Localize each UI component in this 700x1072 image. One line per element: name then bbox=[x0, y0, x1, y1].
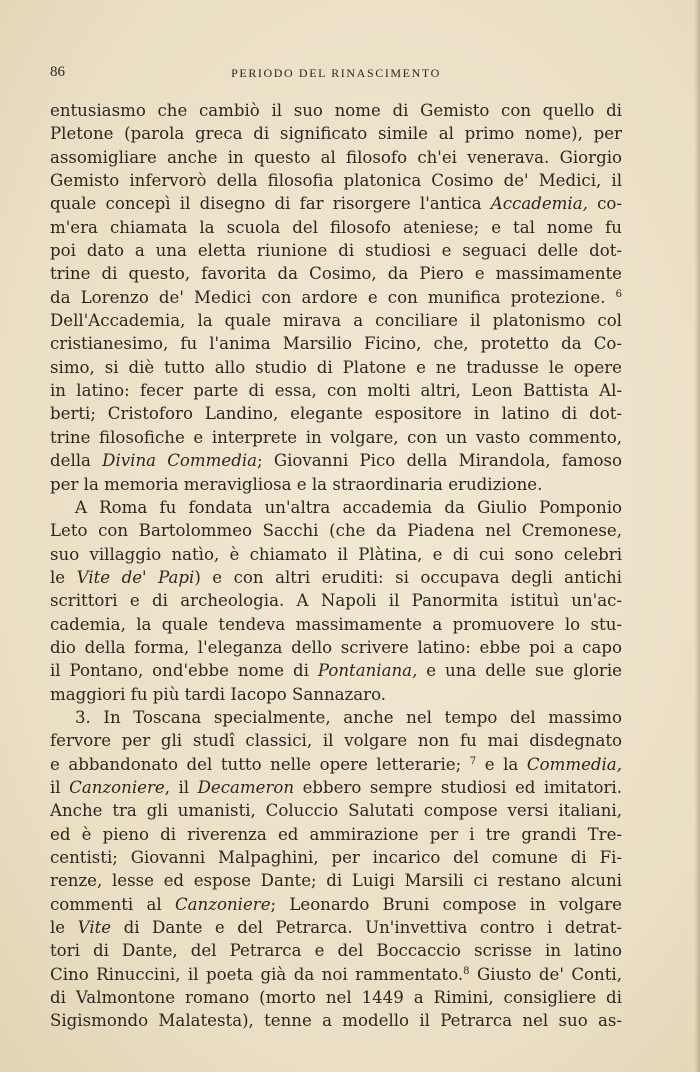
running-head: PERIODO DEL RINASCIMENTO bbox=[231, 66, 441, 80]
text-span: Cino Rinuccini, il poeta già da noi rammentato. bbox=[50, 964, 464, 984]
text-line bbox=[50, 309, 622, 332]
text-line bbox=[50, 613, 622, 636]
text-line bbox=[50, 379, 622, 402]
text-span: di Valmontone romano (morto nel 1449 a Rimini, consigliere di bbox=[50, 988, 622, 1008]
text-span: Anche tra gli umanisti, Coluccio Salutati compose versi italiani, bbox=[50, 801, 622, 821]
text-span: berti; Cristoforo Landino, elegante espositore in latino di dot- bbox=[50, 404, 622, 424]
text-line bbox=[50, 636, 622, 659]
italic-text: Decameron bbox=[197, 777, 295, 797]
text-span: per la memoria meravigliosa e la straordinaria erudizione. bbox=[50, 474, 543, 494]
text-span: , il bbox=[164, 777, 198, 797]
text-line bbox=[50, 799, 622, 822]
text-span: tori di Dante, del Petrarca e del Boccaccio scrisse in latino bbox=[50, 941, 622, 961]
text-span: A Roma fu fondata un'altra accademia da Giulio Pomponio bbox=[75, 497, 622, 517]
text-line bbox=[50, 169, 622, 192]
text-span: renze, lesse ed espose Dante; di Luigi Marsili ci restano alcuni bbox=[50, 871, 622, 891]
text-line bbox=[50, 683, 622, 706]
text-span: cristianesimo, fu l'anima Marsilio Ficino, che, protetto da Co- bbox=[50, 334, 622, 354]
text-span: co- bbox=[587, 194, 622, 214]
text-span: dio della forma, l'eleganza dello scrivere latino: ebbe poi a capo bbox=[50, 637, 622, 657]
text-line bbox=[50, 286, 622, 309]
text-span: m'era chiamata la scuola del filosofo ateniese; e tal nome fu bbox=[50, 217, 622, 237]
text-span: in latino: fecer parte di essa, con molti altri, Leon Battista Al- bbox=[50, 381, 622, 401]
text-span: ed è pieno di riverenza ed ammirazione per i tre grandi Tre- bbox=[50, 824, 622, 844]
text-line bbox=[50, 216, 622, 239]
text-line bbox=[50, 543, 622, 566]
text-line bbox=[50, 963, 622, 986]
text-span: cademia, la quale tendeva massimamente a promuovere lo stu- bbox=[50, 614, 622, 634]
text-span: Giusto de' Conti, bbox=[469, 964, 622, 984]
page-edge-shadow bbox=[694, 0, 700, 1072]
italic-text: Accademia, bbox=[490, 194, 588, 214]
text-span: ebbero sempre studiosi ed imitatori. bbox=[294, 777, 622, 797]
text-span: Leto con Bartolommeo Sacchi (che da Piadena nel Cremonese, bbox=[50, 521, 622, 541]
italic-text: Divina Commedia bbox=[102, 451, 258, 471]
text-span: Pletone (parola greca di significato simile al primo nome), per bbox=[50, 124, 622, 144]
text-span: Sigismondo Malatesta), tenne a modello il Petrarca nel suo as- bbox=[50, 1011, 622, 1031]
text-span: ; Giovanni Pico della Mirandola, famoso bbox=[257, 451, 622, 471]
text-span: poi dato a una eletta riunione di studiosi e seguaci delle dot- bbox=[50, 241, 622, 261]
text-span: fervore per gli studî classici, il volgare non fu mai disdegnato bbox=[50, 731, 622, 751]
text-line bbox=[50, 566, 622, 589]
text-line bbox=[50, 99, 622, 122]
text-line bbox=[50, 1009, 622, 1032]
text-line bbox=[50, 356, 622, 379]
italic-text: Pontaniana, bbox=[317, 661, 418, 681]
text-line bbox=[50, 753, 622, 776]
italic-text: Canzoniere bbox=[69, 777, 165, 797]
text-span: suo villaggio natìo, è chiamato il Plàtina, e di cui sono celebri bbox=[50, 544, 622, 564]
text-span: il bbox=[50, 777, 70, 797]
text-span: e la bbox=[476, 754, 527, 774]
text-span: della bbox=[50, 451, 103, 471]
text-span: trine filosofiche e interprete in volgare, con un vasto commento, bbox=[50, 427, 622, 447]
text-span: le bbox=[50, 567, 77, 587]
text-line bbox=[50, 239, 622, 262]
text-span: e una delle sue glorie bbox=[417, 661, 622, 681]
text-span: da Lorenzo de' Medici con ardore e con munifica protezione. bbox=[50, 287, 616, 307]
text-line bbox=[50, 146, 622, 169]
italic-text: Commedia, bbox=[526, 754, 622, 774]
text-span: ; Leonardo Bruni compose in volgare bbox=[270, 894, 622, 914]
text-line bbox=[50, 893, 622, 916]
text-line bbox=[50, 519, 622, 542]
text-line bbox=[50, 449, 622, 472]
text-span: scrittori e di archeologia. A Napoli il Panormita istituì un'ac- bbox=[50, 591, 622, 611]
text-span: assomigliare anche in questo al filosofo ch'ei venerava. Giorgio bbox=[50, 147, 622, 167]
page-header bbox=[50, 64, 622, 86]
text-span: ) e con altri eruditi: si occupava degli antichi bbox=[194, 567, 622, 587]
text-span: di Dante e del Petrarca. Un'invettiva contro i detrat- bbox=[111, 918, 622, 938]
text-line bbox=[50, 729, 622, 752]
italic-text: Vite de' Papi bbox=[76, 567, 195, 587]
text-line bbox=[50, 473, 622, 496]
text-line bbox=[50, 262, 622, 285]
text-line bbox=[50, 939, 622, 962]
text-line bbox=[50, 869, 622, 892]
footnote-ref: 6 bbox=[615, 288, 622, 300]
text-line bbox=[50, 986, 622, 1009]
text-line bbox=[50, 426, 622, 449]
footnote-ref: 8 bbox=[463, 965, 470, 977]
text-line bbox=[50, 846, 622, 869]
text-span: il Pontano, ond'ebbe nome di bbox=[50, 661, 318, 681]
text-span: commenti al bbox=[50, 894, 175, 914]
italic-text: Vite bbox=[77, 918, 112, 938]
text-span: Dell'Accademia, la quale mirava a conciliare il platonismo col bbox=[50, 311, 622, 331]
text-span: e abbandonato del tutto nelle opere letterarie; bbox=[50, 754, 470, 774]
text-line bbox=[50, 776, 622, 799]
text-span: Gemisto infervorò della filosofia platonica Cosimo de' Medici, il bbox=[50, 171, 622, 191]
italic-text: Canzoniere bbox=[174, 894, 271, 914]
body-text bbox=[50, 99, 622, 1033]
text-line bbox=[50, 332, 622, 355]
text-span: quale concepì il disegno di far risorgere l'antica bbox=[50, 194, 491, 214]
text-line bbox=[50, 496, 622, 519]
text-span: trine di questo, favorita da Cosimo, da Piero e massimamente bbox=[50, 264, 622, 284]
text-line bbox=[50, 706, 622, 729]
footnote-ref: 7 bbox=[469, 755, 477, 767]
text-line bbox=[50, 192, 622, 215]
text-line bbox=[50, 589, 622, 612]
text-line bbox=[50, 823, 622, 846]
page-number: 86 bbox=[50, 64, 65, 80]
text-line bbox=[50, 659, 622, 682]
text-span: centisti; Giovanni Malpaghini, per incarico del comune di Fi- bbox=[50, 848, 622, 867]
text-span: 3. In Toscana specialmente, anche nel tempo del massimo bbox=[75, 707, 622, 727]
text-span: maggiori fu più tardi Iacopo Sannazaro. bbox=[50, 684, 387, 704]
text-span: le bbox=[50, 918, 78, 938]
text-line bbox=[50, 916, 622, 939]
text-span: simo, si diè tutto allo studio di Platone e ne tradusse le opere bbox=[50, 357, 622, 377]
text-span: entusiasmo che cambiò il suo nome di Gemisto con quello di bbox=[50, 101, 622, 120]
text-line bbox=[50, 402, 622, 425]
text-line bbox=[50, 122, 622, 145]
